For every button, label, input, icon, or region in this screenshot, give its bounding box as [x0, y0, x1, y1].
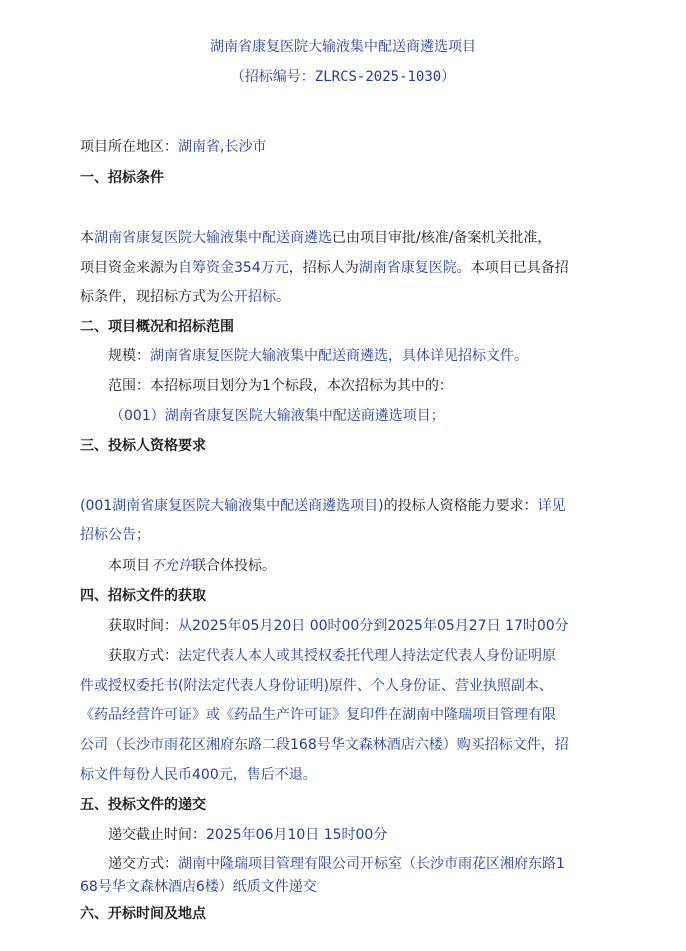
acquisition-method-line5: 标文件每份人民币400元，售后不退。 — [80, 767, 317, 783]
section-heading-5: 五、投标文件的递交 — [80, 797, 206, 813]
lot-item: （001）湖南省康复医院大输液集中配送商遴选项目； — [110, 408, 445, 424]
qualification-line1: (001湖南省康复医院大输液集中配送商遴选项目)的投标人资格能力要求：详见 — [80, 498, 566, 514]
acquisition-method-line3: 《药品经营许可证》或《药品生产许可证》复印件在湖南中隆瑞项目管理有限 — [80, 707, 556, 723]
project-range: 范围：本招标项目划分为1个标段，本次招标为其中的： — [108, 378, 453, 394]
acquisition-method-line4: 公司（长沙市雨花区湘府东路二段168号华文森林酒店六楼）购买招标文件，招 — [80, 737, 569, 753]
submission-method-line1: 递交方式：湖南中隆瑞项目管理有限公司开标室（长沙市雨花区湘府东路1 — [108, 856, 565, 872]
section-heading-2: 二、项目概况和招标范围 — [80, 319, 234, 335]
qualification-line2: 招标公告； — [80, 527, 150, 543]
tender-code: （招标编号：ZLRCS-2025-1030） — [230, 69, 456, 85]
location-value: 湖南省,长沙市 — [178, 139, 267, 155]
acquisition-time: 获取时间：从2025年05月20日 00时00分到2025年05月27日 17时00分 — [108, 618, 569, 634]
project-scale: 规模：湖南省康复医院大输液集中配送商遴选，具体详见招标文件。 — [108, 348, 528, 364]
section-heading-4: 四、招标文件的获取 — [80, 588, 206, 604]
tender-code-value: ZLRCS-2025-1030 — [314, 69, 442, 85]
submission-method-line2: 68号华文森林酒店6楼）纸质文件递交 — [80, 879, 317, 895]
section1-para-line3: 标条件，现招标方式为公开招标。 — [80, 289, 290, 305]
project-location: 项目所在地区：湖南省,长沙市 — [80, 139, 267, 155]
joint-bid-note: 本项目不允许联合体投标。 — [108, 558, 276, 574]
section-heading-3: 三、投标人资格要求 — [80, 438, 206, 454]
section1-para-line2: 项目资金来源为自筹资金354万元，招标人为湖南省康复医院。本项目已具备招 — [80, 260, 569, 276]
document-title: 湖南省康复医院大输液集中配送商遴选项目 — [210, 39, 476, 55]
section-heading-1: 一、招标条件 — [80, 170, 164, 186]
acquisition-method-line2: 件或授权委托书(附法定代表人身份证明)原件、个人身份证、营业执照副本、 — [80, 678, 553, 694]
acquisition-method-line1: 获取方式：法定代表人本人或其授权委托代理人持法定代表人身份证明原 — [108, 648, 556, 664]
section-heading-6: 六、开标时间及地点 — [80, 906, 206, 922]
section1-para-line1: 本湖南省康复医院大输液集中配送商遴选已由项目审批/核准/备案机关批准， — [80, 230, 552, 246]
submission-deadline: 递交截止时间：2025年06月10日 15时00分 — [108, 827, 388, 843]
